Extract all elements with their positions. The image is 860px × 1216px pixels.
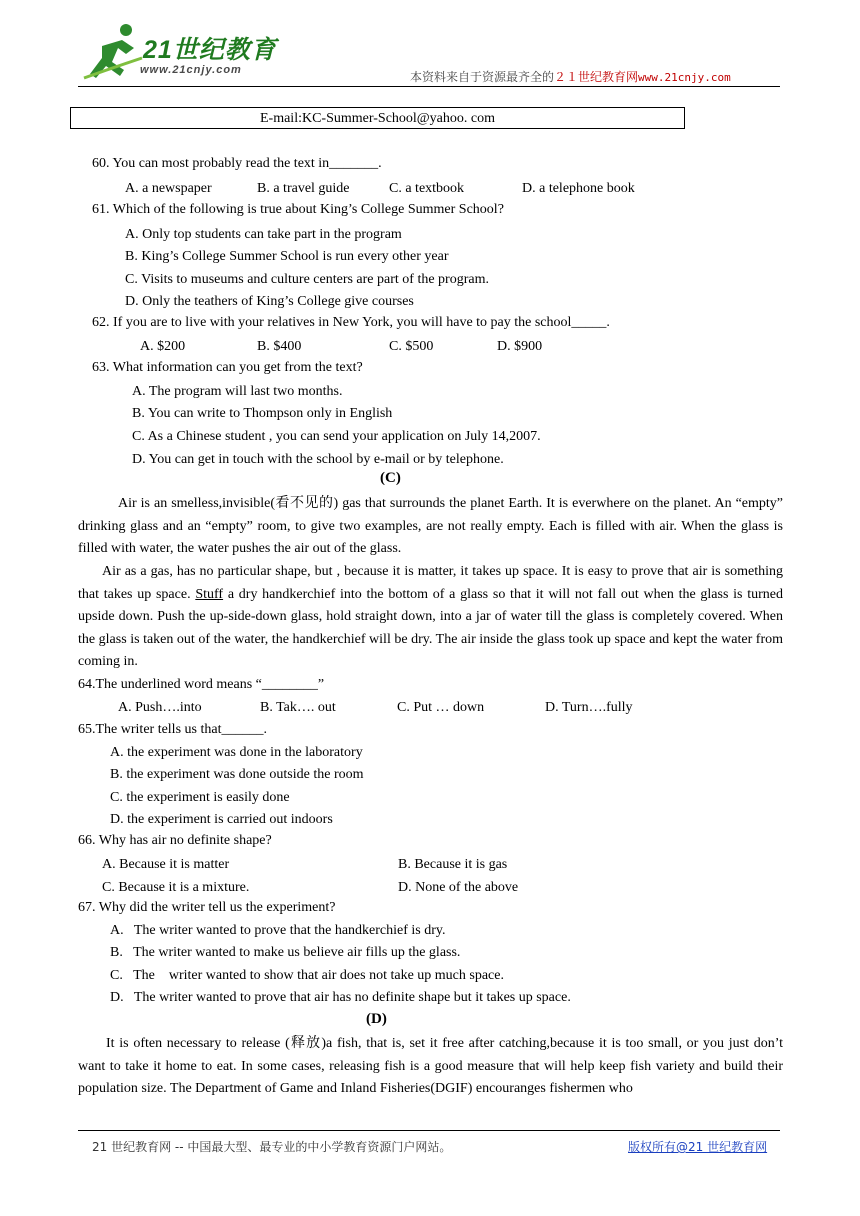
q66-option-a: A. Because it is matter	[102, 857, 230, 872]
q65-option-b: B. the experiment was done outside the room	[110, 767, 364, 782]
runner-logo-icon	[82, 18, 152, 88]
q64-option-a: A. Push….into	[118, 700, 202, 715]
q62-option-c: C. $500	[389, 339, 434, 354]
q63-stem: 63. What information can you get from the text?	[92, 360, 363, 375]
q60-option-a: A. a newspaper	[125, 181, 212, 196]
source-prefix: 本资料来自于资源最齐全的	[410, 70, 555, 84]
q61-option-d: D. Only the teathers of King’s College give courses	[125, 294, 414, 309]
q66-option-b: B. Because it is gas	[398, 857, 508, 872]
q61-option-c: C. Visits to museums and culture centers are part of the program.	[125, 272, 489, 287]
q63-option-d: D. You can get in touch with the school by e-mail or by telephone.	[132, 452, 504, 467]
q66-stem: 66. Why has air no definite shape?	[78, 833, 272, 848]
section-c-heading: (C)	[380, 470, 401, 486]
q63-option-b: B. You can write to Thompson only in English	[132, 406, 393, 421]
q67-option-c: C. The writer wanted to show that air does not take up much space.	[110, 968, 504, 983]
q60-option-c: C. a textbook	[389, 181, 465, 196]
footer-copyright-link[interactable]: 版权所有@21 世纪教育网	[628, 1140, 768, 1154]
q64-option-b: B. Tak…. out	[260, 700, 336, 715]
q64-option-c: C. Put … down	[397, 700, 485, 715]
q65-option-d: D. the experiment is carried out indoors	[110, 812, 333, 827]
q62-option-a: A. $200	[140, 339, 186, 354]
footer-left: 21 世纪教育网 -- 中国最大型、最专业的中小学教育资源门户网站。	[92, 1140, 452, 1154]
section-d-paragraph-1: It is often necessary to release (释放)a fish, that is, set it free after catching,because it is too small, or you just don’t want to take it home to eat. In some cases, releasing fish is a good measure that will help keep fish variety and build their population size. The Department of Game and Inland Fisheries(DGIF) encouranges fishermen who	[78, 1036, 783, 1097]
paragraph-2-text-before: Air as a gas, has no particular shape, but , because it is matter, it takes up space. It is easy to prove that air is something that takes up space.	[78, 564, 783, 602]
q67-option-b: B. The writer wanted to make us believe air fills up the glass.	[110, 945, 461, 960]
q61-option-b: B. King’s College Summer School is run every other year	[125, 249, 449, 264]
footer-rule	[78, 1130, 780, 1131]
section-c-paragraph-2	[78, 561, 783, 674]
q64-option-d: D. Turn….fully	[545, 700, 633, 715]
q67-stem: 67. Why did the writer tell us the experiment?	[78, 900, 336, 915]
q66-option-d: D. None of the above	[398, 880, 519, 895]
q62-stem: 62. If you are to live with your relatives in New York, you will have to pay the school_____.	[92, 315, 610, 330]
q66-option-c: C. Because it is a mixture.	[102, 880, 250, 895]
q62-option-b: B. $400	[257, 339, 302, 354]
q67-option-d: D. The writer wanted to prove that air has no definite shape but it takes up space.	[110, 990, 571, 1005]
q65-option-c: C. the experiment is easily done	[110, 790, 290, 805]
q62-option-d: D. $900	[497, 339, 543, 354]
q61-option-a: A. Only top students can take part in the program	[125, 227, 402, 242]
header-rule	[78, 86, 780, 87]
logo-url: www.21cnjy.com	[140, 64, 242, 76]
q60-stem: 60. You can most probably read the text in_______.	[92, 156, 382, 171]
q67-option-a: A. The writer wanted to prove that the handkerchief is dry.	[110, 923, 446, 938]
q61-stem: 61. Which of the following is true about King’s College Summer School?	[92, 202, 504, 217]
email-box: E-mail:KC-Summer-School@yahoo. com	[70, 107, 685, 129]
q63-option-a: A. The program will last two months.	[132, 384, 343, 399]
q60-option-b: B. a travel guide	[257, 181, 350, 196]
section-d-heading: (D)	[366, 1011, 387, 1027]
q65-option-a: A. the experiment was done in the laboratory	[110, 745, 363, 760]
source-site: ２１世纪教育网	[554, 70, 639, 84]
logo-text: 21世纪教育	[143, 36, 277, 64]
q65-stem: 65.The writer tells us that______.	[78, 722, 267, 737]
source-url[interactable]: www.21cnjy.com	[638, 71, 731, 84]
q64-stem: 64.The underlined word means “________”	[78, 677, 325, 692]
underlined-word: Stuff	[195, 586, 224, 602]
q63-option-c: C. As a Chinese student , you can send your application on July 14,2007.	[132, 429, 541, 444]
q60-option-d: D. a telephone book	[522, 181, 635, 196]
section-c-paragraph-1: Air is an smelless,invisible(看不见的) gas that surrounds the planet Earth. It is everwhere on the planet. An “empty” drinking glass and an “empty” room, to give two examples, are not really empty. Each is filled with air. When the glass is filled with water, the water pushes the air out of the glass.	[78, 496, 783, 557]
source-line	[410, 68, 731, 85]
paragraph-2-text-after: a dry handkerchief into the bottom of a glass so that it will not fall out when the glass is turned upside down. Push the up-side-down glass, hold straight down, into a jar of water till the glass is completely covered. When the glass is taken out of the water, the handkerchief will be dry. The air inside the glass took up space and kept the water from coming in.	[78, 586, 783, 670]
